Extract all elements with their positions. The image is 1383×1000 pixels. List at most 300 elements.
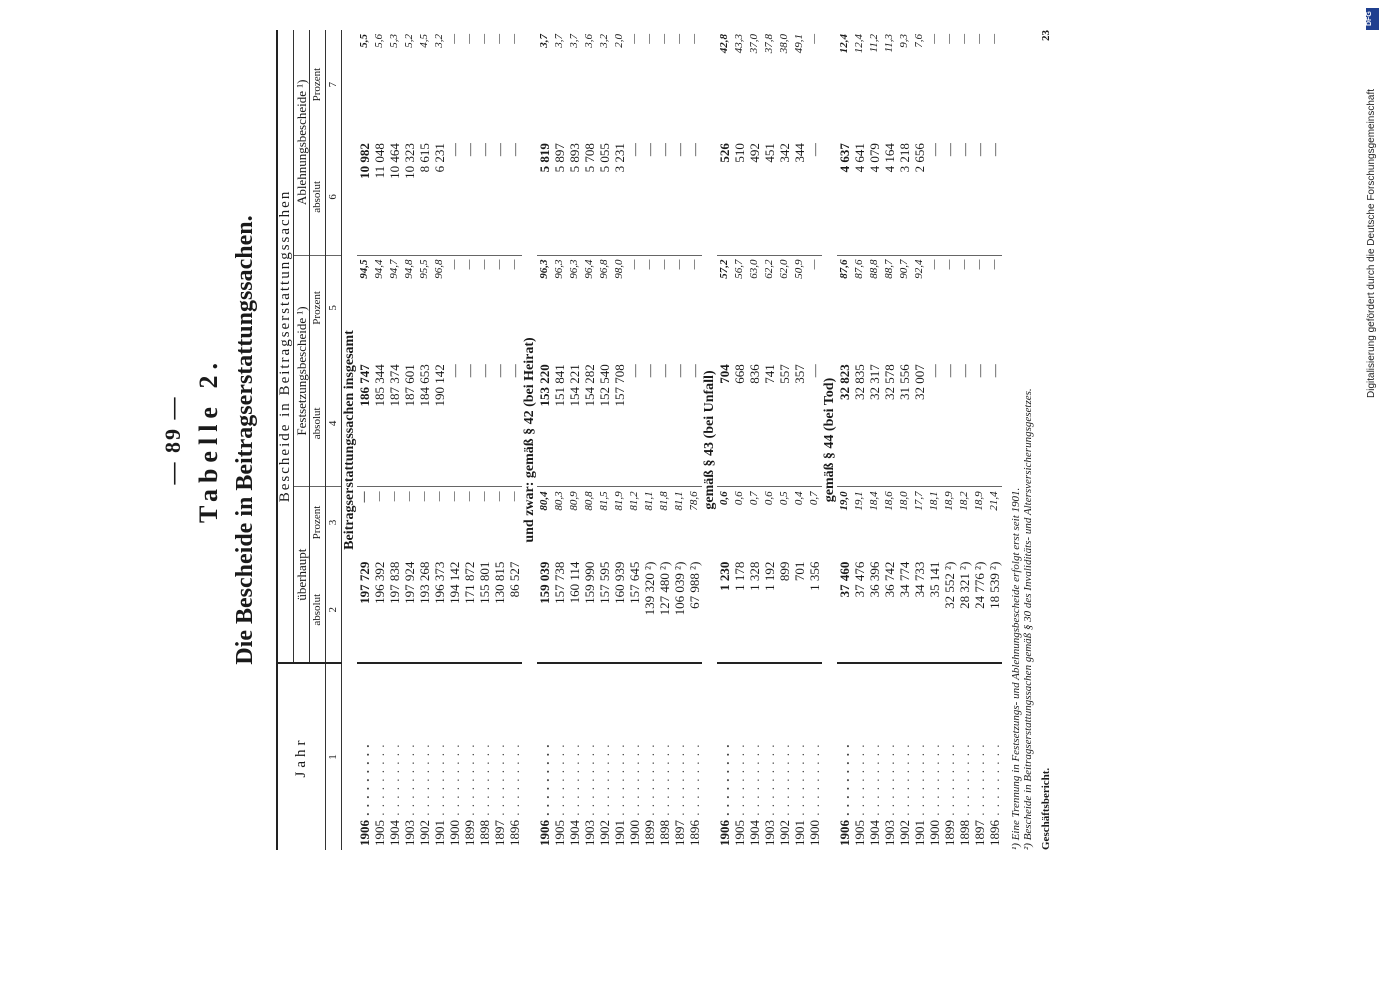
cell-jahr: 1902 . . .: [597, 663, 612, 850]
table-row: [762, 30, 777, 850]
cell-fest-prozent: 94,5: [357, 255, 372, 360]
cell-abl-prozent: 3,7: [568, 34, 580, 48]
cell-fest-prozent: —: [972, 255, 987, 360]
cell-ueb-prozent: —: [507, 487, 522, 558]
section-heading: und zwar: gemäß § 42 (bei Heirat): [522, 337, 537, 543]
cell-abl-absolut: 11 048: [372, 143, 387, 179]
cell-ueb-absolut: 24 776 ²): [972, 561, 987, 609]
cell-ueb-absolut: 160 939: [612, 561, 627, 604]
table-row: [912, 30, 927, 850]
col-group-fest: Festsetzungsbescheide ¹): [294, 255, 310, 487]
cell-jahr: 1897 . . .: [672, 663, 687, 850]
cell-abl-absolut: 342: [777, 143, 792, 163]
table-row: [837, 30, 852, 850]
cell-ueb-prozent: 0,7: [747, 487, 762, 558]
cell-ueb-prozent: 18,1: [927, 487, 942, 558]
cell-abl-prozent: 9,3: [898, 34, 910, 48]
cell-jahr: 1902 . . .: [777, 663, 792, 850]
colnum-5: 5: [326, 255, 342, 360]
table-row: [732, 30, 747, 850]
cell-fest-absolut: —: [462, 364, 477, 378]
cell-ueb-absolut: 1 328: [747, 561, 762, 591]
table-row: [852, 30, 867, 850]
cell-ueb-absolut: 37 460: [837, 561, 852, 598]
cell-ueb-prozent: —: [447, 487, 462, 558]
cell-ueb-prozent: 0,4: [792, 487, 807, 558]
cell-abl-prozent: 3,7: [553, 34, 565, 48]
table-row: [387, 30, 402, 850]
cell-fest-absolut: —: [957, 364, 972, 378]
cell-abl-prozent: —: [643, 34, 655, 44]
table-row: [582, 30, 597, 850]
cell-fest-absolut: —: [687, 364, 702, 378]
cell-ueb-absolut: 1 356: [807, 561, 822, 591]
dfg-watermark-text: Digitalisierung gefördert durch die Deutsche Forschungsgemeinschaft: [1366, 88, 1377, 398]
cell-jahr: 1899 . . .: [942, 663, 957, 850]
cell-ueb-prozent: —: [417, 487, 432, 558]
cell-abl-absolut: —: [807, 143, 822, 157]
table-header: [277, 30, 342, 850]
cell-fest-absolut: 557: [777, 364, 792, 384]
table-row: [927, 30, 942, 850]
rotated-table-page: [160, 30, 1340, 850]
cell-abl-absolut: —: [477, 143, 492, 157]
section-heading-row: [822, 30, 837, 850]
cell-abl-absolut: 510: [732, 143, 747, 163]
cell-jahr: 1902 . . .: [417, 663, 432, 850]
colnum-7: 7: [326, 30, 342, 139]
cell-jahr: 1901 . . .: [612, 663, 627, 850]
cell-abl-prozent: 5,6: [373, 34, 385, 48]
cell-jahr: 1905 . . .: [852, 663, 867, 850]
cell-abl-prozent: 11,3: [883, 34, 895, 53]
cell-abl-prozent: 5,5: [358, 34, 370, 48]
cell-jahr: 1906 . . .: [357, 663, 372, 850]
cell-fest-prozent: —: [987, 255, 1002, 360]
cell-ueb-prozent: 21,4: [987, 487, 1002, 558]
cell-fest-absolut: —: [507, 364, 522, 378]
cell-abl-absolut: 5 055: [597, 143, 612, 173]
cell-fest-prozent: 98,0: [612, 255, 627, 360]
cell-ueb-prozent: 80,8: [582, 487, 597, 558]
cell-abl-prozent: —: [973, 34, 985, 44]
cell-abl-absolut: —: [957, 143, 972, 157]
cell-jahr: 1905 . . .: [732, 663, 747, 850]
cell-ueb-absolut: 196 392: [372, 561, 387, 604]
cell-jahr: 1896 . . .: [507, 663, 522, 850]
cell-fest-absolut: 151 841: [552, 364, 567, 407]
table-row: [807, 30, 822, 850]
cell-fest-prozent: —: [492, 255, 507, 360]
cell-ueb-prozent: 80,4: [537, 487, 552, 558]
cell-abl-prozent: 49,1: [793, 34, 805, 54]
cell-abl-absolut: —: [687, 143, 702, 157]
cell-ueb-absolut: 36 396: [867, 561, 882, 598]
cell-ueb-prozent: —: [387, 487, 402, 558]
cell-abl-absolut: 4 637: [837, 143, 852, 173]
cell-ueb-absolut: 171 872: [462, 561, 477, 604]
cell-ueb-absolut: 193 268: [417, 561, 432, 604]
cell-jahr: 1896 . . .: [687, 663, 702, 850]
cell-ueb-absolut: 899: [777, 561, 792, 582]
table-row: [672, 30, 687, 850]
cell-abl-absolut: 10 982: [357, 143, 372, 179]
table-row: [867, 30, 882, 850]
cell-abl-prozent: —: [508, 34, 520, 44]
cell-ueb-absolut: 36 742: [882, 561, 897, 598]
cell-fest-absolut: 157 708: [612, 364, 627, 407]
table-row: [597, 30, 612, 850]
cell-abl-prozent: —: [673, 34, 685, 44]
cell-jahr: 1903 . . .: [762, 663, 777, 850]
cell-fest-prozent: 56,7: [732, 255, 747, 360]
cell-abl-absolut: 5 819: [537, 143, 552, 173]
cell-jahr: 1898 . . .: [957, 663, 972, 850]
table-row: [477, 30, 492, 850]
cell-fest-prozent: —: [507, 255, 522, 360]
cell-abl-absolut: 6 231: [432, 143, 447, 173]
cell-ueb-prozent: 18,2: [957, 487, 972, 558]
cell-abl-absolut: —: [672, 143, 687, 157]
cell-abl-prozent: 3,7: [538, 34, 550, 48]
cell-ueb-absolut: 701: [792, 561, 807, 582]
cell-fest-prozent: —: [447, 255, 462, 360]
colnum-6: 6: [326, 139, 342, 255]
cell-jahr: 1904 . . .: [567, 663, 582, 850]
cell-abl-prozent: —: [463, 34, 475, 44]
cell-ueb-prozent: 81,1: [672, 487, 687, 558]
cell-abl-absolut: —: [627, 143, 642, 157]
cell-fest-absolut: 190 142: [432, 364, 447, 407]
cell-jahr: 1897 . . .: [972, 663, 987, 850]
cell-abl-absolut: 3 218: [897, 143, 912, 173]
cell-fest-prozent: 94,8: [402, 255, 417, 360]
cell-ueb-absolut: 159 039: [537, 561, 552, 604]
cell-fest-absolut: 186 747: [357, 364, 372, 407]
cell-fest-absolut: 741: [762, 364, 777, 384]
cell-ueb-prozent: 0,7: [807, 487, 822, 558]
cell-fest-absolut: 32 317: [867, 364, 882, 400]
dfg-watermark: [1366, 8, 1380, 998]
cell-fest-absolut: —: [987, 364, 1002, 378]
cell-abl-absolut: —: [447, 143, 462, 157]
cell-jahr: 1900 . . .: [807, 663, 822, 850]
table-row: [432, 30, 447, 850]
cell-ueb-prozent: 80,9: [567, 487, 582, 558]
cell-abl-prozent: 11,2: [868, 34, 880, 53]
cell-fest-prozent: 62,2: [762, 255, 777, 360]
cell-ueb-prozent: 18,9: [942, 487, 957, 558]
cell-abl-absolut: 4 079: [867, 143, 882, 173]
section-heading-row: [342, 30, 358, 850]
cell-ueb-prozent: —: [432, 487, 447, 558]
cell-fest-absolut: 32 007: [912, 364, 927, 400]
cell-jahr: 1902 . . .: [897, 663, 912, 850]
cell-abl-absolut: 5 893: [567, 143, 582, 173]
cell-fest-absolut: —: [807, 364, 822, 378]
cell-ueb-absolut: 67 988 ²): [687, 561, 702, 609]
cell-jahr: 1904 . . .: [747, 663, 762, 850]
cell-fest-prozent: 92,4: [912, 255, 927, 360]
cell-fest-prozent: —: [642, 255, 657, 360]
footnote-2: ²) Bescheide in Beitragserstattungssachen gemäß § 30 des Invaliditäts- und Altersversicherungsgesetzes.: [1022, 388, 1034, 850]
cell-abl-prozent: 3,2: [598, 34, 610, 48]
footnote-1: ¹) Eine Trennung in Festsetzungs- und Ablehnungsbescheide erfolgt erst seit 1901.: [1010, 487, 1022, 850]
table-row: [747, 30, 762, 850]
cell-abl-prozent: —: [628, 34, 640, 44]
cell-fest-prozent: 62,0: [777, 255, 792, 360]
cell-abl-prozent: —: [658, 34, 670, 44]
cell-ueb-prozent: 81,8: [657, 487, 672, 558]
table-row: [897, 30, 912, 850]
colnum-1: 1: [326, 663, 342, 850]
cell-fest-absolut: 154 282: [582, 364, 597, 407]
section-heading-row: [702, 30, 717, 850]
table-row: [567, 30, 582, 850]
cell-abl-absolut: 5 708: [582, 143, 597, 173]
cell-fest-prozent: 63,0: [747, 255, 762, 360]
cell-ueb-prozent: 0,5: [777, 487, 792, 558]
cell-ueb-absolut: 197 838: [387, 561, 402, 604]
cell-ueb-absolut: 157 645: [627, 561, 642, 604]
cell-abl-prozent: 2,0: [613, 34, 625, 48]
cell-fest-absolut: 153 220: [537, 364, 552, 407]
cell-abl-absolut: 5 897: [552, 143, 567, 173]
cell-abl-prozent: —: [943, 34, 955, 44]
cell-abl-prozent: —: [958, 34, 970, 44]
table-row: [417, 30, 432, 850]
table-row: [792, 30, 807, 850]
cell-abl-prozent: —: [493, 34, 505, 44]
table-row: [402, 30, 417, 850]
cell-ueb-prozent: —: [372, 487, 387, 558]
cell-abl-absolut: 344: [792, 143, 807, 163]
cell-ueb-absolut: 28 321 ²): [957, 561, 972, 609]
table-body: [342, 30, 1003, 850]
cell-fest-absolut: —: [972, 364, 987, 378]
cell-ueb-prozent: —: [492, 487, 507, 558]
cell-fest-prozent: 88,8: [867, 255, 882, 360]
cell-abl-absolut: 4 641: [852, 143, 867, 173]
cell-fest-prozent: 96,3: [537, 255, 552, 360]
cell-ueb-absolut: 155 801: [477, 561, 492, 604]
cell-fest-absolut: 184 653: [417, 364, 432, 407]
cell-ueb-absolut: 139 320 ²): [642, 561, 657, 616]
cell-fest-absolut: 31 556: [897, 364, 912, 400]
cell-jahr: 1898 . . .: [657, 663, 672, 850]
cell-fest-prozent: 57,2: [717, 255, 732, 360]
cell-abl-absolut: 8 615: [417, 143, 432, 173]
col-jahr: Jahr: [277, 663, 326, 850]
table-row: [627, 30, 642, 850]
cell-ueb-absolut: 35 141: [927, 561, 942, 598]
cell-ueb-prozent: —: [402, 487, 417, 558]
cell-jahr: 1900 . . .: [447, 663, 462, 850]
cell-ueb-absolut: 1 230: [717, 561, 732, 591]
table-row: [687, 30, 702, 850]
cell-abl-absolut: —: [492, 143, 507, 157]
table-row: [372, 30, 387, 850]
cell-fest-absolut: 154 221: [567, 364, 582, 407]
cell-ueb-prozent: 19,0: [837, 487, 852, 558]
cell-fest-prozent: 94,4: [372, 255, 387, 360]
cell-abl-prozent: 5,3: [388, 34, 400, 48]
table-row: [777, 30, 792, 850]
cell-fest-prozent: —: [807, 255, 822, 360]
section-heading: Beitragserstattungssachen insgesamt: [342, 330, 357, 550]
cell-abl-prozent: 37,8: [763, 34, 775, 54]
cell-fest-absolut: —: [672, 364, 687, 378]
cell-ueb-absolut: 197 729: [357, 561, 372, 604]
cell-fest-absolut: 32 835: [852, 364, 867, 400]
table-row: [987, 30, 1002, 850]
table-row: [642, 30, 657, 850]
cell-ueb-prozent: 80,3: [552, 487, 567, 558]
cell-fest-absolut: 668: [732, 364, 747, 384]
cell-fest-prozent: —: [657, 255, 672, 360]
cell-ueb-prozent: 18,9: [972, 487, 987, 558]
cell-abl-prozent: 43,3: [733, 34, 745, 54]
cell-fest-prozent: 88,7: [882, 255, 897, 360]
cell-fest-prozent: —: [477, 255, 492, 360]
cell-abl-absolut: —: [927, 143, 942, 157]
cell-fest-prozent: 50,9: [792, 255, 807, 360]
cell-fest-prozent: 96,4: [582, 255, 597, 360]
cell-abl-prozent: —: [688, 34, 700, 44]
cell-fest-absolut: —: [942, 364, 957, 378]
dfg-logo: DFG: [1366, 8, 1379, 30]
table-row: [462, 30, 477, 850]
cell-abl-absolut: —: [972, 143, 987, 157]
colnum-2: 2: [326, 558, 342, 663]
cell-abl-absolut: 4 164: [882, 143, 897, 173]
cell-abl-prozent: 12,4: [853, 34, 865, 54]
cell-fest-absolut: —: [642, 364, 657, 378]
cell-fest-prozent: 96,3: [567, 255, 582, 360]
cell-ueb-absolut: 86 527: [507, 561, 522, 598]
cell-ueb-prozent: 0,6: [762, 487, 777, 558]
cell-jahr: 1904 . . .: [387, 663, 402, 850]
cell-fest-absolut: 704: [717, 364, 732, 384]
page-footer-right: 23: [1040, 30, 1052, 41]
cell-fest-prozent: —: [687, 255, 702, 360]
table-subtitle: Die Bescheide in Beitragserstattungssachen.: [232, 215, 258, 665]
cell-ueb-prozent: —: [477, 487, 492, 558]
cell-abl-absolut: —: [942, 143, 957, 157]
cell-ueb-absolut: 34 733: [912, 561, 927, 598]
cell-abl-prozent: 7,6: [913, 34, 925, 48]
cell-fest-prozent: 96,3: [552, 255, 567, 360]
cell-fest-prozent: —: [462, 255, 477, 360]
cell-abl-prozent: —: [988, 34, 1000, 44]
col-fest-prozent: Prozent: [310, 255, 326, 360]
cell-abl-prozent: —: [448, 34, 460, 44]
cell-jahr: 1901 . . .: [792, 663, 807, 850]
col-abl-prozent: Prozent: [310, 30, 326, 139]
cell-abl-absolut: 3 231: [612, 143, 627, 173]
col-group-ablehn: Ablehnungsbescheide ¹): [294, 30, 310, 255]
cell-jahr: 1905 . . .: [552, 663, 567, 850]
cell-jahr: 1903 . . .: [402, 663, 417, 850]
cell-ueb-prozent: 18,4: [867, 487, 882, 558]
table-row: [957, 30, 972, 850]
table-row: [492, 30, 507, 850]
cell-jahr: 1906 . . .: [537, 663, 552, 850]
cell-fest-prozent: 95,5: [417, 255, 432, 360]
table-row: [357, 30, 372, 850]
cell-abl-prozent: 3,2: [433, 34, 445, 48]
cell-abl-absolut: 10 464: [387, 143, 402, 179]
cell-fest-absolut: 187 374: [387, 364, 402, 407]
cell-ueb-prozent: 81,1: [642, 487, 657, 558]
table-row: [942, 30, 957, 850]
cell-ueb-prozent: 18,6: [882, 487, 897, 558]
section-heading: gemäß § 44 (bei Tod): [822, 377, 837, 503]
cell-abl-prozent: 3,6: [583, 34, 595, 48]
table-row: [552, 30, 567, 850]
cell-fest-prozent: 96,8: [597, 255, 612, 360]
cell-fest-absolut: —: [627, 364, 642, 378]
cell-fest-prozent: 96,8: [432, 255, 447, 360]
cell-ueb-prozent: 0,6: [732, 487, 747, 558]
table-row: [882, 30, 897, 850]
cell-jahr: 1903 . . .: [582, 663, 597, 850]
col-group-ueberhaupt: überhaupt: [294, 487, 310, 663]
cell-fest-prozent: 87,6: [837, 255, 852, 360]
cell-fest-absolut: 32 823: [837, 364, 852, 400]
cell-abl-absolut: —: [642, 143, 657, 157]
cell-ueb-absolut: 106 039 ²): [672, 561, 687, 616]
section-heading-row: [522, 30, 537, 850]
cell-fest-absolut: —: [657, 364, 672, 378]
cell-ueb-prozent: 81,9: [612, 487, 627, 558]
cell-fest-absolut: —: [927, 364, 942, 378]
page-footer-left: Geschäftsbericht.: [1040, 767, 1052, 850]
cell-jahr: 1900 . . .: [927, 663, 942, 850]
cell-abl-prozent: 4,5: [418, 34, 430, 48]
data-table: [276, 30, 1002, 850]
cell-jahr: 1903 . . .: [882, 663, 897, 850]
cell-ueb-absolut: 130 815: [492, 561, 507, 604]
cell-ueb-prozent: 18,0: [897, 487, 912, 558]
cell-jahr: 1901 . . .: [912, 663, 927, 850]
cell-abl-prozent: 37,0: [748, 34, 760, 54]
cell-abl-absolut: —: [462, 143, 477, 157]
cell-ueb-absolut: 127 480 ²): [657, 561, 672, 616]
cell-fest-prozent: 87,6: [852, 255, 867, 360]
cell-ueb-absolut: 196 373: [432, 561, 447, 604]
cell-ueb-absolut: 157 595: [597, 561, 612, 604]
cell-ueb-absolut: 34 774: [897, 561, 912, 598]
col-abl-absolut: absolut: [310, 139, 326, 255]
cell-fest-absolut: —: [477, 364, 492, 378]
cell-jahr: 1904 . . .: [867, 663, 882, 850]
cell-abl-absolut: 526: [717, 143, 732, 163]
colnum-4: 4: [326, 360, 342, 487]
cell-abl-prozent: —: [808, 34, 820, 44]
cell-fest-absolut: 187 601: [402, 364, 417, 407]
cell-jahr: 1899 . . .: [462, 663, 477, 850]
cell-ueb-absolut: 197 924: [402, 561, 417, 604]
table-row: [612, 30, 627, 850]
cell-fest-absolut: 152 540: [597, 364, 612, 407]
cell-ueb-prozent: 19,1: [852, 487, 867, 558]
section-heading: gemäß § 43 (bei Unfall): [702, 370, 717, 510]
cell-ueb-absolut: 1 178: [732, 561, 747, 591]
cell-ueb-absolut: 194 142: [447, 561, 462, 604]
cell-fest-prozent: 90,7: [897, 255, 912, 360]
col-group-main: Bescheide in Beitragserstattungssachen: [277, 30, 294, 663]
